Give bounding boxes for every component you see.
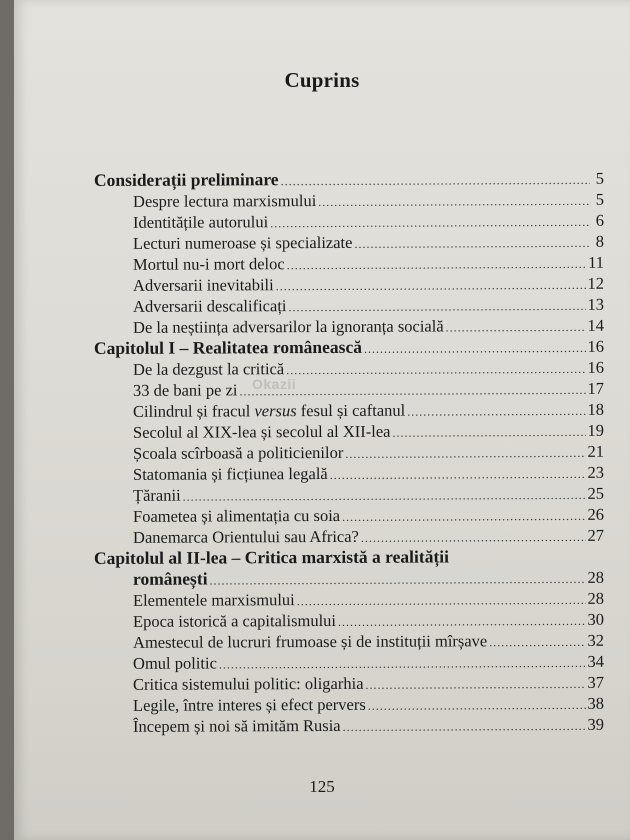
toc-entry-title: Epoca istorică a capitalismului	[132, 610, 337, 631]
toc-page-number: 30	[587, 609, 605, 629]
toc-entry-title: Capitolul al II-lea – Critica marxistă a realității	[93, 546, 450, 568]
toc-entry	[94, 609, 604, 632]
page-number: 125	[309, 777, 335, 796]
toc-entry-title: Secolul al XIX-lea și secolul al XII-lea	[132, 421, 391, 442]
toc-page-number: 6	[595, 210, 605, 230]
toc-entry-title: Elementele marxismului	[132, 590, 295, 610]
toc-entry-title-continuation: românești	[132, 568, 208, 589]
toc-entry-title: Despre lectura marxismului	[132, 191, 317, 211]
toc-page-number: 32	[587, 630, 605, 650]
toc-entry-title: Danemarca Orientului sau Africa?	[132, 526, 359, 547]
toc-entry-title: Omul politic	[132, 653, 217, 673]
toc-page-number: 13	[587, 294, 605, 314]
toc-leader-dots	[343, 716, 586, 738]
toc-entry	[94, 588, 604, 611]
toc-page-number: 11	[588, 252, 605, 272]
toc-entry	[94, 231, 604, 254]
toc-entry	[94, 693, 604, 716]
toc-entry	[94, 483, 604, 506]
toc-chapter	[94, 168, 604, 191]
toc-entry	[94, 441, 604, 464]
toc-entry-title: Amestecul de lucruri frumoase și de instituții mîrșave	[132, 631, 488, 652]
toc-entry	[94, 399, 604, 422]
toc-entry	[94, 294, 604, 317]
toc-entry	[94, 420, 604, 443]
toc-page-number: 14	[587, 315, 605, 335]
toc-page-number: 28	[587, 588, 605, 608]
toc-entry-title	[133, 400, 405, 422]
toc-chapter	[94, 546, 604, 569]
toc-entry-title: Adversarii inevitabili	[132, 275, 274, 295]
toc-page-number: 39	[587, 714, 605, 734]
toc-entry-title: 33 de bani pe zi	[132, 380, 238, 400]
toc-page-number: 26	[587, 504, 605, 524]
toc-entry-title: Mortul nu-i mort deloc	[132, 254, 285, 274]
toc-entry-title-part: Cilindrul și fracul	[132, 401, 255, 421]
toc-page-number: 37	[587, 672, 605, 692]
toc-entry-title: Statomania și ficțiunea legală	[132, 463, 328, 484]
toc-entry-title: Lecturi numeroase și specializate	[132, 232, 353, 253]
page-title: Cuprins	[284, 68, 360, 92]
toc-entry	[94, 210, 604, 233]
toc-page-number: 5	[595, 189, 605, 209]
toc-entry-title-part: fesul și caftanul	[296, 400, 406, 421]
toc-page-number: 21	[587, 441, 605, 461]
toc-entry-title: Capitolul I – Realitatea românească	[93, 336, 363, 358]
toc-entry	[94, 252, 604, 275]
toc-page-number: 19	[587, 420, 605, 440]
watermark: Okazii	[252, 376, 297, 392]
toc-page-number: 28	[587, 567, 605, 587]
toc-entry-title: Țăranii	[132, 485, 181, 505]
toc-page-number: 17	[587, 378, 605, 398]
toc-entry-title: Identitățile autorului	[132, 212, 269, 232]
toc-page-number: 18	[587, 399, 605, 419]
toc-entry-title: Școala scîrboasă a politicienilor	[132, 442, 344, 463]
toc-page-number: 38	[587, 693, 605, 713]
toc-entry-title: Adversarii descalificați	[132, 296, 287, 316]
toc-chapter-continuation	[94, 567, 604, 590]
toc-page-number: 8	[595, 231, 605, 251]
toc-entry	[94, 651, 604, 674]
toc-entry	[94, 630, 604, 653]
toc-entry	[94, 315, 604, 338]
book-page	[14, 0, 630, 840]
toc-page-number: 12	[587, 273, 605, 293]
toc-entry-title: Foametea și alimentația cu soia	[132, 505, 341, 526]
toc-entry-title: Considerații preliminare	[93, 169, 279, 190]
toc-entry	[94, 714, 604, 737]
toc-entry-title: Începem și noi să imităm Rusia	[132, 715, 341, 736]
toc-entry	[94, 462, 604, 485]
toc-page-number: 34	[587, 651, 605, 671]
toc-entry	[94, 378, 604, 401]
toc-entry-title: Legile, între interes și efect pervers	[132, 694, 366, 715]
toc-entry-title: Critica sistemului politic: oligarhia	[132, 673, 364, 694]
toc-entry	[94, 525, 604, 548]
toc-entry-title: De la neștiința adversarilor la ignoranța socială	[132, 316, 444, 337]
toc-page-number: 25	[587, 483, 605, 503]
toc-page-number: 16	[587, 357, 605, 377]
table-of-contents	[94, 170, 604, 737]
toc-entry	[94, 189, 604, 212]
toc-entry	[94, 273, 604, 296]
toc-page-number: 16	[587, 336, 605, 356]
toc-page-number: 5	[595, 168, 605, 188]
toc-entry-title-italic: versus	[254, 401, 297, 421]
toc-page-number: 27	[587, 525, 605, 545]
toc-entry	[94, 504, 604, 527]
toc-entry	[94, 672, 604, 695]
toc-page-number: 23	[587, 462, 605, 482]
toc-chapter	[94, 336, 604, 359]
toc-entry	[94, 357, 604, 380]
toc-entry-title: De la dezgust la critică	[132, 359, 285, 379]
